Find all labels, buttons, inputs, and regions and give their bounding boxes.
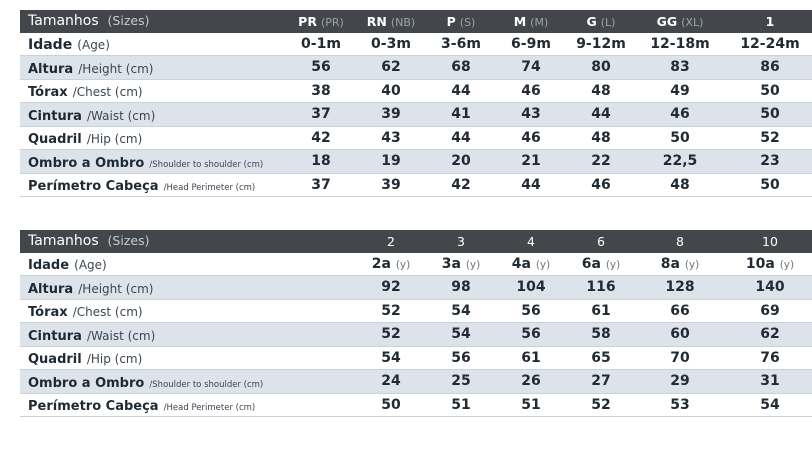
row-label-pt: Idade [28, 37, 73, 54]
table-cell [492, 253, 570, 276]
table-cell: 24 [352, 370, 430, 394]
table-cell: 69 [728, 299, 812, 323]
row-label-en: (Age) [77, 38, 110, 53]
size-header: 2 [352, 230, 430, 253]
size-code: M [513, 13, 527, 29]
table-row-age [20, 253, 812, 276]
table-cell: 18 [290, 150, 352, 174]
table-cell: 44 [570, 103, 632, 127]
age-unit: (y) [605, 258, 621, 271]
row-label-en: /Hip (cm) [86, 132, 143, 147]
size-header [728, 10, 812, 33]
table-cell: 21 [492, 150, 570, 174]
table-cell: 27 [570, 370, 632, 394]
table-cell: 46 [570, 173, 632, 197]
table-cell: 26 [492, 370, 570, 394]
row-label-en: /Head Perimeter (cm) [163, 183, 256, 194]
table-row-chest [20, 299, 812, 323]
table-row-hip [20, 346, 812, 370]
age-unit: (y) [535, 258, 551, 271]
table-header-row [20, 10, 812, 33]
table-cell: 39 [352, 173, 430, 197]
table-cell: 116 [570, 276, 632, 300]
table-cell: 83 [632, 56, 728, 80]
table-cell: 42 [290, 126, 352, 150]
table-cell: 56 [290, 56, 352, 80]
size-header [290, 10, 352, 33]
table-cell: 56 [492, 299, 570, 323]
size-code: G [586, 13, 597, 29]
table-cell: 37 [290, 173, 352, 197]
row-label [20, 276, 352, 300]
row-label-pt: Cintura [28, 108, 82, 124]
table-cell [352, 253, 430, 276]
size-header: 10 [728, 230, 812, 253]
table-cell: 128 [632, 276, 728, 300]
table-cell: 49 [632, 79, 728, 103]
table-cell: 98 [430, 276, 492, 300]
table-cell: 38 [290, 79, 352, 103]
table-cell: 6-9m [492, 33, 570, 56]
table-cell: 39 [352, 103, 430, 127]
table-header-row [20, 230, 812, 253]
size-code-en: (XL) [681, 15, 704, 29]
table-row-shoulder [20, 370, 812, 394]
age-value: 4a [511, 255, 531, 272]
table-row-age [20, 33, 812, 56]
row-label [20, 103, 290, 127]
row-label-en: /Chest (cm) [72, 305, 143, 320]
size-code-en: (NB) [390, 15, 416, 29]
row-label-pt: Perímetro Cabeça [28, 399, 159, 415]
table-cell: 61 [570, 299, 632, 323]
row-label-en: /Hip (cm) [86, 352, 143, 367]
size-header: 3 [430, 230, 492, 253]
row-label-pt: Tórax [28, 85, 68, 101]
table-cell: 66 [632, 299, 728, 323]
row-label-en: /Shoulder to shoulder (cm) [149, 379, 264, 390]
table-cell: 50 [352, 393, 430, 417]
size-header: 4 [492, 230, 570, 253]
size-code: 1 [765, 13, 775, 29]
table-cell: 20 [430, 150, 492, 174]
row-label-en: /Chest (cm) [72, 85, 143, 100]
table-cell: 12-24m [728, 33, 812, 56]
row-label [20, 370, 352, 394]
table-cell: 62 [352, 56, 430, 80]
row-label [20, 173, 290, 197]
table-cell: 58 [570, 323, 632, 347]
table-row-waist [20, 103, 812, 127]
size-header: 8 [632, 230, 728, 253]
table-cell: 76 [728, 346, 812, 370]
table-cell: 41 [430, 103, 492, 127]
size-header [492, 10, 570, 33]
size-header: 6 [570, 230, 632, 253]
table-cell: 43 [492, 103, 570, 127]
table-cell: 29 [632, 370, 728, 394]
table-cell: 48 [632, 173, 728, 197]
table-cell: 50 [632, 126, 728, 150]
row-label-en: /Height (cm) [78, 281, 154, 296]
table-cell: 44 [430, 79, 492, 103]
table-cell: 44 [430, 126, 492, 150]
row-label-en: /Waist (cm) [87, 108, 156, 123]
table-row-shoulder [20, 150, 812, 174]
table-cell: 0-3m [352, 33, 430, 56]
age-unit: (y) [684, 258, 700, 271]
row-label [20, 253, 352, 276]
table-cell: 62 [728, 323, 812, 347]
row-label [20, 346, 352, 370]
row-label-pt: Ombro a Ombro [28, 375, 145, 391]
table-row-height [20, 56, 812, 80]
table-cell: 22,5 [632, 150, 728, 174]
row-label-pt: Ombro a Ombro [28, 155, 145, 171]
row-label [20, 33, 290, 56]
row-label-pt: Tórax [28, 305, 68, 321]
table-cell: 51 [492, 393, 570, 417]
table-cell: 52 [570, 393, 632, 417]
row-label-pt: Altura [28, 61, 74, 77]
header-label-en: (Sizes) [107, 233, 150, 249]
row-label-pt: Altura [28, 281, 74, 297]
row-label [20, 393, 352, 417]
table-cell: 23 [728, 150, 812, 174]
table-cell: 48 [570, 79, 632, 103]
header-label-en: (Sizes) [107, 13, 150, 29]
age-value: 3a [441, 255, 461, 272]
size-code: RN [366, 13, 387, 29]
table-row-head-perimeter [20, 173, 812, 197]
table-cell: 40 [352, 79, 430, 103]
table-cell [728, 253, 812, 276]
table-cell: 43 [352, 126, 430, 150]
table-cell [632, 253, 728, 276]
table-cell: 61 [492, 346, 570, 370]
size-table-baby [20, 10, 812, 197]
table-cell: 42 [430, 173, 492, 197]
table-cell: 70 [632, 346, 728, 370]
size-code-en: (S) [459, 15, 476, 29]
table-cell: 25 [430, 370, 492, 394]
size-header [632, 10, 728, 33]
row-label-en: /Shoulder to shoulder (cm) [149, 159, 264, 170]
table-cell: 140 [728, 276, 812, 300]
row-label-en: /Height (cm) [78, 61, 154, 76]
size-code: PR [298, 13, 317, 29]
header-label-pt: Tamanhos [28, 233, 99, 250]
age-value: 10a [745, 255, 775, 272]
table-row-height [20, 276, 812, 300]
row-label [20, 79, 290, 103]
row-label-pt: Quadril [28, 352, 82, 368]
table-cell: 54 [430, 299, 492, 323]
row-label-pt: Idade [28, 258, 70, 274]
table-row-head-perimeter [20, 393, 812, 417]
size-code: P [446, 13, 456, 29]
table-cell: 52 [352, 299, 430, 323]
table-cell: 46 [492, 126, 570, 150]
table-cell: 65 [570, 346, 632, 370]
table-cell: 9-12m [570, 33, 632, 56]
row-label [20, 56, 290, 80]
table-cell: 3-6m [430, 33, 492, 56]
row-label-pt: Perímetro Cabeça [28, 179, 159, 195]
size-code-en: (M) [530, 15, 549, 29]
row-label [20, 150, 290, 174]
header-label-pt: Tamanhos [28, 13, 99, 30]
table-cell: 104 [492, 276, 570, 300]
age-value: 2a [371, 255, 391, 272]
table-cell: 53 [632, 393, 728, 417]
table-cell: 51 [430, 393, 492, 417]
table-cell: 60 [632, 323, 728, 347]
table-cell: 52 [728, 126, 812, 150]
row-label-pt: Quadril [28, 132, 82, 148]
size-table-kids [20, 230, 812, 417]
table-cell: 52 [352, 323, 430, 347]
table-cell: 56 [492, 323, 570, 347]
table-cell: 46 [492, 79, 570, 103]
size-header [430, 10, 492, 33]
table-cell: 92 [352, 276, 430, 300]
table-cell: 22 [570, 150, 632, 174]
table-cell: 56 [430, 346, 492, 370]
row-label [20, 126, 290, 150]
table-cell: 44 [492, 173, 570, 197]
size-header [352, 10, 430, 33]
age-unit: (y) [395, 258, 411, 271]
age-value: 8a [660, 255, 680, 272]
table-row-hip [20, 126, 812, 150]
row-label-en: (Age) [74, 258, 107, 273]
size-code-en: (L) [600, 15, 616, 29]
size-header [570, 10, 632, 33]
table-cell [430, 253, 492, 276]
row-label [20, 299, 352, 323]
table-cell: 0-1m [290, 33, 352, 56]
table-cell: 54 [352, 346, 430, 370]
size-code: GG [656, 13, 678, 29]
row-label-en: /Waist (cm) [87, 328, 156, 343]
table-cell: 50 [728, 173, 812, 197]
table-cell: 86 [728, 56, 812, 80]
table-row-chest [20, 79, 812, 103]
size-code-en: (PR) [320, 15, 344, 29]
table-row-waist [20, 323, 812, 347]
table-cell: 19 [352, 150, 430, 174]
table-cell: 31 [728, 370, 812, 394]
table-cell: 74 [492, 56, 570, 80]
row-label-en: /Head Perimeter (cm) [163, 403, 256, 414]
age-unit: (y) [465, 258, 481, 271]
table-cell: 68 [430, 56, 492, 80]
table-cell: 54 [728, 393, 812, 417]
table-cell: 80 [570, 56, 632, 80]
age-unit: (y) [779, 258, 795, 271]
table-cell [570, 253, 632, 276]
table-cell: 54 [430, 323, 492, 347]
table-cell: 50 [728, 103, 812, 127]
header-label [20, 230, 352, 253]
row-label [20, 323, 352, 347]
table-cell: 48 [570, 126, 632, 150]
table-cell: 37 [290, 103, 352, 127]
table-cell: 46 [632, 103, 728, 127]
row-label-pt: Cintura [28, 328, 82, 344]
table-cell: 12-18m [632, 33, 728, 56]
header-label [20, 10, 290, 33]
table-cell: 50 [728, 79, 812, 103]
age-value: 6a [581, 255, 601, 272]
